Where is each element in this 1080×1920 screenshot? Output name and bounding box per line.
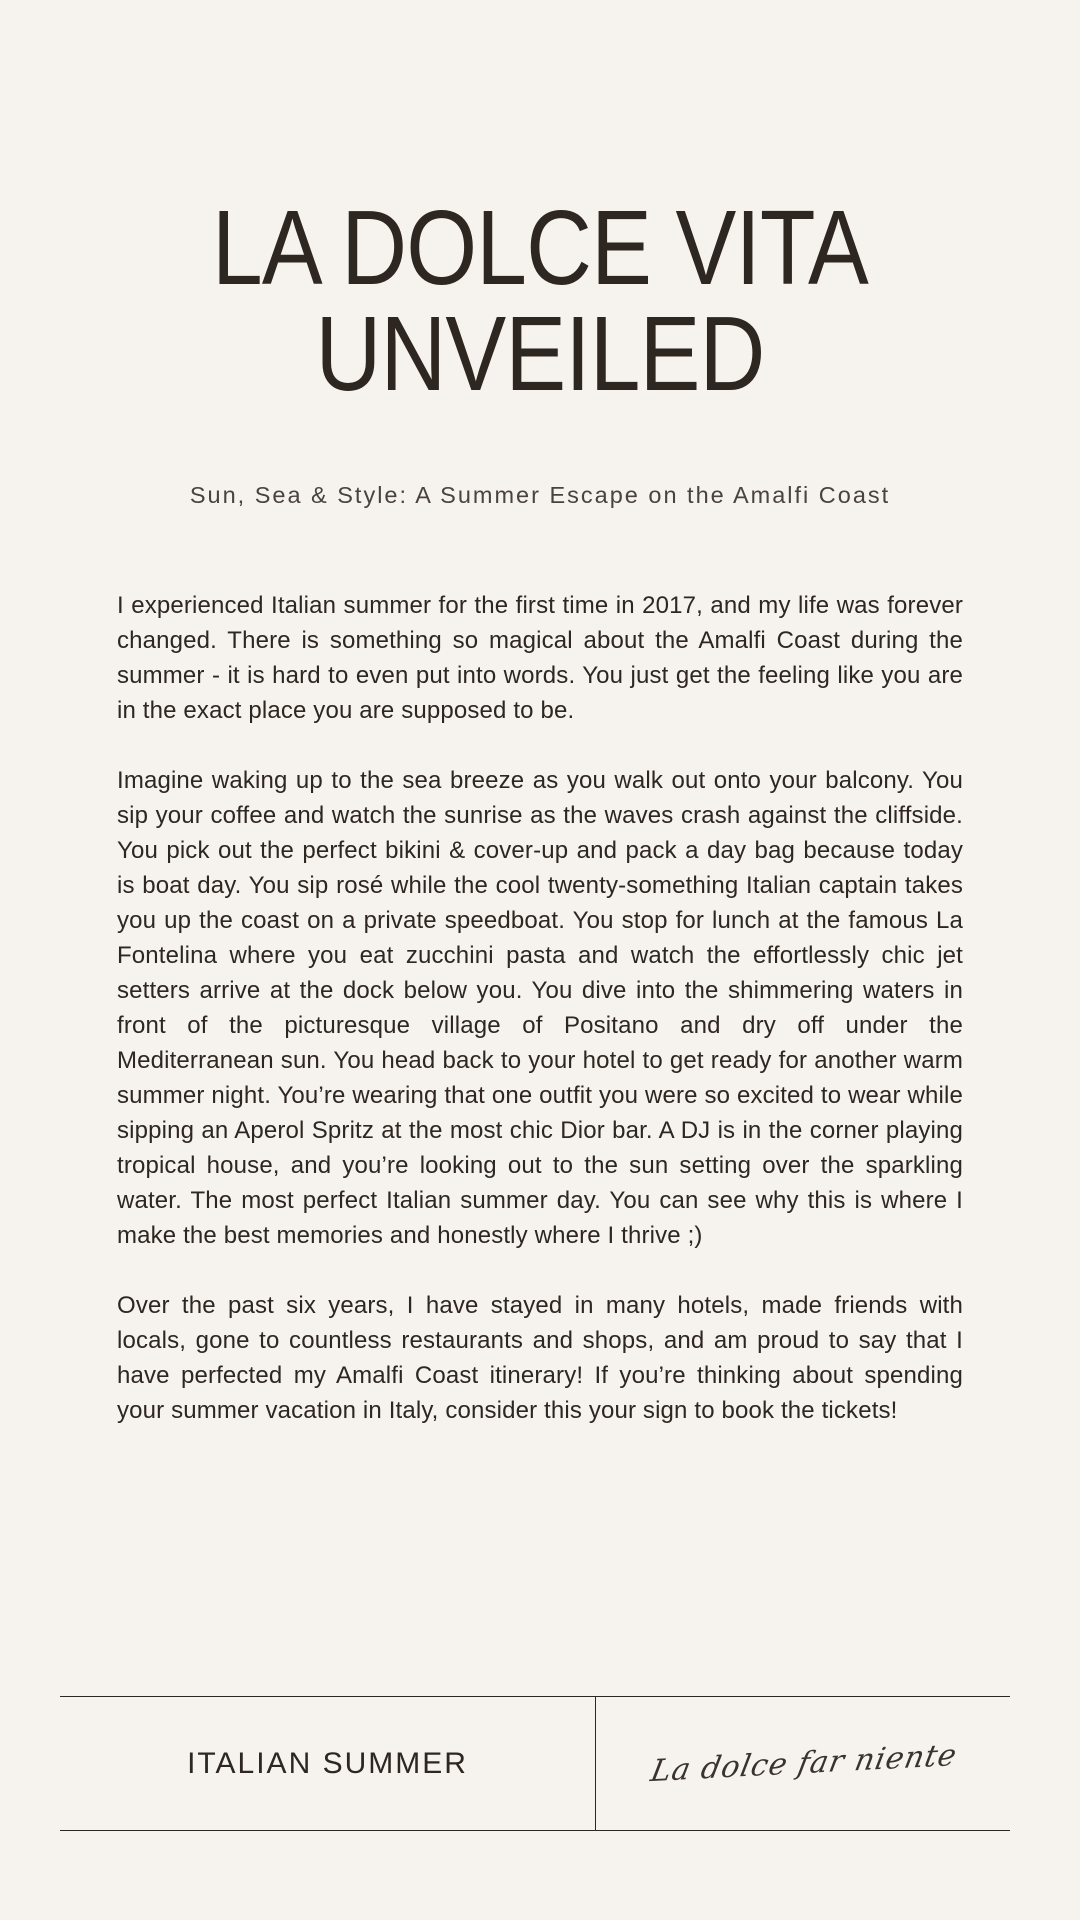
footer-bottom-divider [60,1830,1010,1831]
page-title-line-1: LA DOLCE VITA [212,189,868,307]
subtitle: Sun, Sea & Style: A Summer Escape on the Amalfi Coast [189,482,891,508]
footer-vertical-divider [595,1697,596,1831]
paragraph: Over the past six years, I have stayed in many hotels, made friends with locals, gone to countless restaurants and shops, and am proud to say that I have perfected my Amalfi Coast itinerary! If you’re thinking about spending your summer vacation in Italy, consider this your sign to book the tickets! [117,1292,963,1424]
paragraph: I experienced Italian summer for the first time in 2017, and my life was forever changed. There is something so magical about the Amalfi Coast during the summer - it is hard to even put into words. You just get the feeling like you are in the exact place you are supposed to be. [117,592,963,724]
footer-label [60,1697,595,1830]
footer-label-text: ITALIAN SUMMER [187,1746,468,1780]
page-title-line-2: UNVEILED [315,295,765,413]
article-body [117,588,963,1463]
page-title [0,189,1080,413]
paragraph: Imagine waking up to the sea breeze as you walk out onto your balcony. You sip your coffee and watch the sunrise as the waves crash against the cliffside. You pick out the perfect bikini & cover-up and pack a day bag because today is boat day. You sip rosé while the cool twenty-something Italian captain takes you up the coast on a private speedboat. You stop for lunch at the famous La Fontelina where you eat zucchini pasta and watch the effortlessly chic jet setters arrive at the dock below you. You dive into the shimmering waters in front of the picturesque village of Positano and dry off under the Mediterranean sun. You head back to your hotel to get ready for another warm summer night. You’re wearing that one outfit you were so excited to wear while sipping an Aperol Spritz at the most chic Dior bar. A DJ is in the corner playing tropical house, and you’re looking out to the sun setting over the sparkling water. The most perfect Italian summer day. You can see why this is where I make the best memories and honestly where I thrive ;) [117,767,963,1249]
signature-text: La dolce far niente [647,1737,960,1790]
footer-signature [597,1697,1010,1830]
